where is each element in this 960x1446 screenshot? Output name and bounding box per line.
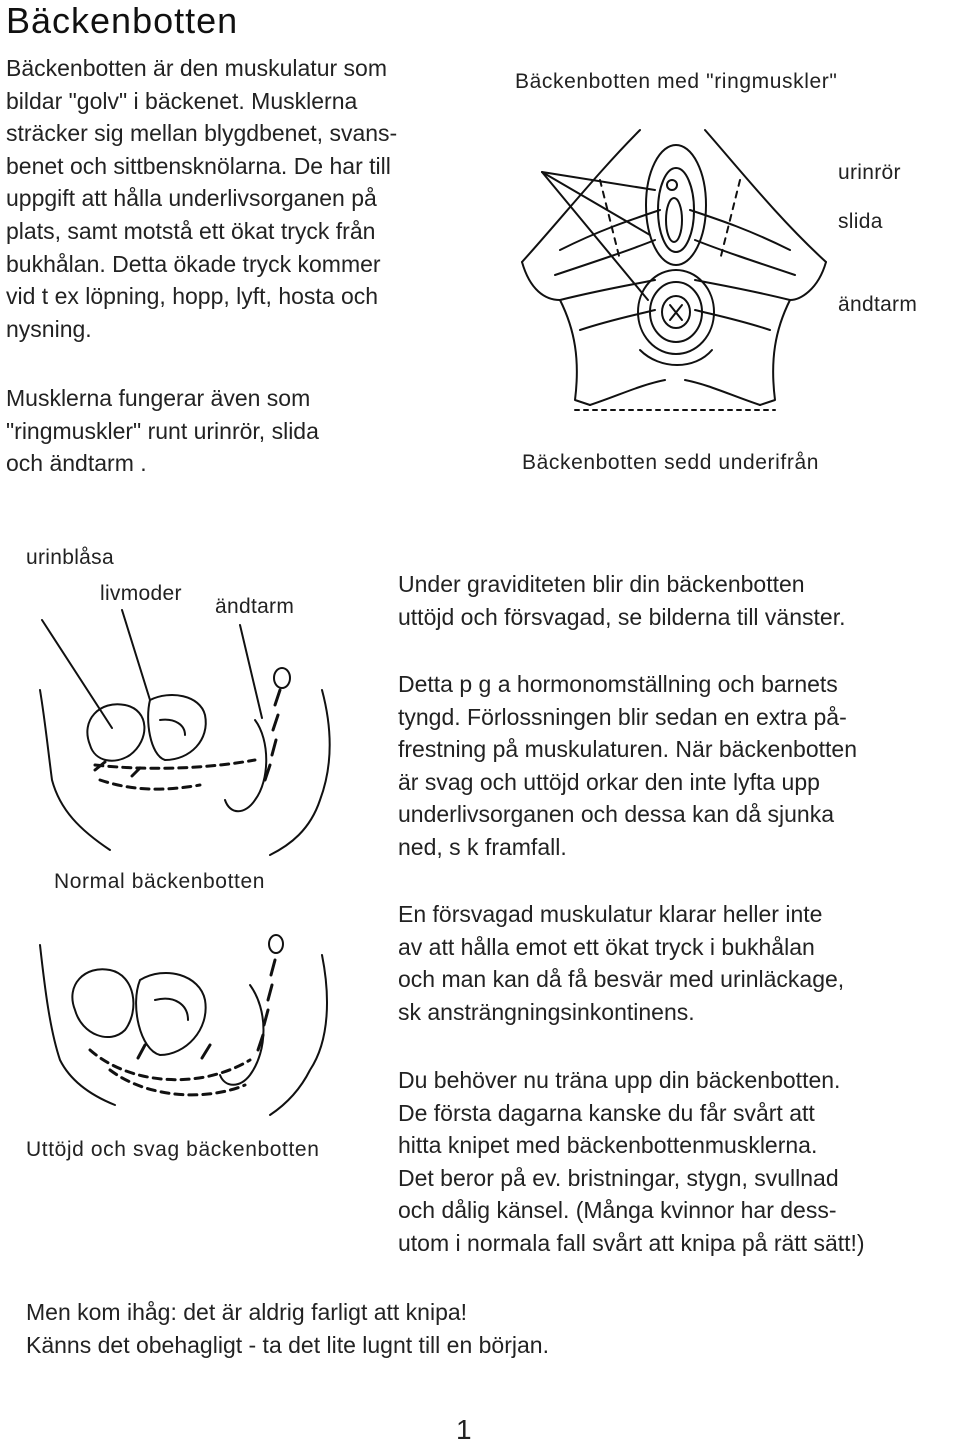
ring-line: och ändtarm . — [6, 450, 147, 477]
pregnancy-line: uttöjd och försvagad, se bilderna till vänster. — [398, 603, 846, 630]
intro-line: nysning. — [6, 315, 92, 342]
ring-line: "ringmuskler" runt urinrör, slida — [6, 417, 319, 444]
reminder-line: Känns det obehagligt - ta det lite lugnt till en början. — [26, 1331, 549, 1358]
hormone-line: frestning på muskulaturen. När bäckenbotten — [398, 736, 857, 763]
intro-line: sträcker sig mellan blygdbenet, svans- — [6, 120, 398, 147]
label-uterus: livmoder — [100, 582, 182, 605]
intro-line: vid t ex löpning, hopp, lyft, hosta och — [6, 283, 379, 310]
training-line: hitta knipet med bäckenbottenmusklerna. — [398, 1132, 818, 1159]
normal-pelvic-floor-caption: Normal bäckenbotten — [54, 870, 266, 893]
reminder-paragraph — [26, 1296, 549, 1361]
pregnancy-paragraph — [398, 568, 845, 633]
training-line: utom i normala fall svårt att knipa på rätt sätt!) — [398, 1229, 865, 1256]
hormone-line: tyngd. Förlossningen blir sedan en extra på- — [398, 703, 847, 730]
training-line: Det beror på ev. bristningar, stygn, svullnad — [398, 1164, 839, 1191]
weak-line: En försvagad muskulatur klarar heller inte — [398, 901, 823, 927]
weak-line: av att hålla emot ett ökat tryck i bukhålan — [398, 933, 815, 960]
hormone-line: ned, s k framfall. — [398, 833, 567, 860]
intro-line: Bäckenbotten är den muskulatur som — [6, 55, 387, 81]
label-bladder: urinblåsa — [26, 546, 114, 569]
intro-line: benet och sittbensknölarna. De har till — [6, 152, 391, 179]
intro-line: bildar "golv" i bäckenet. Musklerna — [6, 87, 358, 114]
hormone-line: är svag och uttöjd orkar den inte lyfta upp — [398, 768, 820, 795]
hormone-paragraph — [398, 668, 857, 864]
label-rectum-bottom-view: ändtarm — [838, 293, 918, 316]
reminder-line: Men kom ihåg: det är aldrig farligt att knipa! — [26, 1299, 468, 1325]
weak-muscle-paragraph — [398, 898, 844, 1028]
page-number: 1 — [456, 1414, 472, 1445]
label-urethra: urinrör — [838, 161, 901, 184]
hormone-line: Detta p g a hormonomställning och barnets — [398, 671, 838, 697]
intro-line: plats, samt motstå ett ökat tryck från — [6, 217, 376, 244]
training-paragraph — [398, 1064, 865, 1260]
bottom-view-caption-top: Bäckenbotten med "ringmuskler" — [515, 70, 838, 93]
ring-line: Musklerna fungerar även som — [6, 385, 311, 411]
weak-pelvic-floor-caption: Uttöjd och svag bäckenbotten — [26, 1138, 320, 1161]
training-line: och dålig känsel. (Många kvinnor har dess- — [398, 1197, 837, 1224]
weak-line: sk ansträngningsinkontinens. — [398, 998, 695, 1025]
hormone-line: underlivsorganen och dessa kan då sjunka — [398, 801, 835, 828]
page-title: Bäckenbotten — [6, 0, 239, 41]
label-vagina: slida — [838, 210, 883, 233]
intro-line: bukhålan. Detta ökade tryck kommer — [6, 250, 381, 277]
bottom-view-caption-bottom: Bäckenbotten sedd underifrån — [522, 451, 819, 474]
intro-line: uppgift att hålla underlivsorganen på — [6, 185, 377, 212]
training-line: De första dagarna kanske du får svårt att — [398, 1099, 815, 1126]
training-line: Du behöver nu träna upp din bäckenbotten. — [398, 1067, 841, 1093]
label-rectum-side-view: ändtarm — [215, 595, 295, 618]
pregnancy-line: Under graviditeten blir din bäckenbotten — [398, 571, 805, 597]
weak-line: och man kan då få besvär med urinläckage, — [398, 966, 845, 993]
